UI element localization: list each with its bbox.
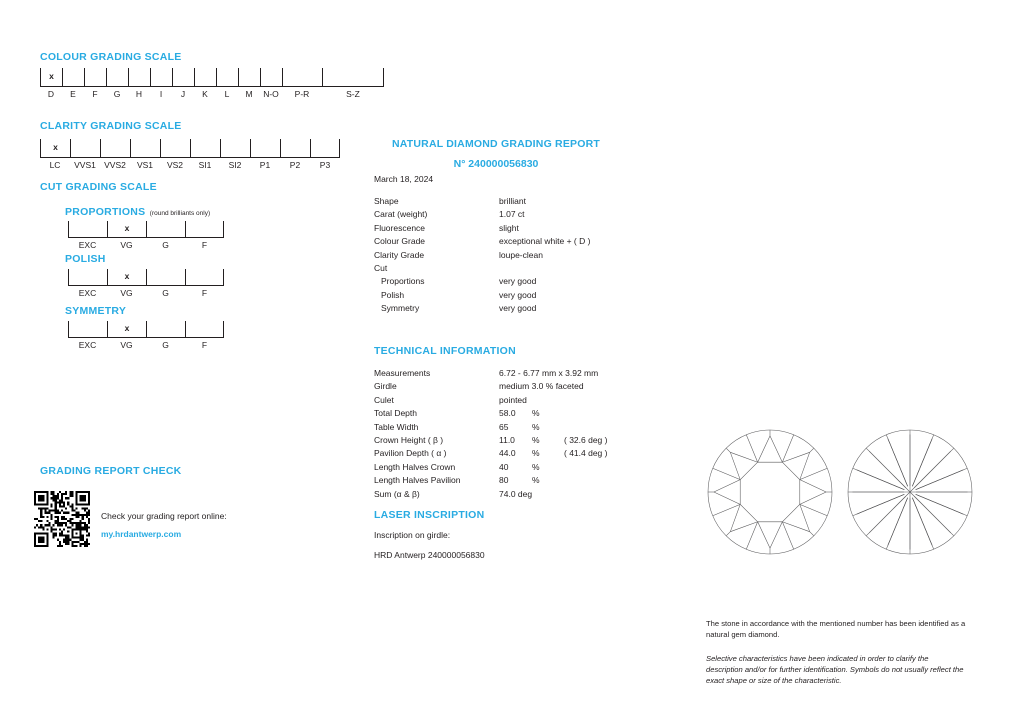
crown-girdle-stub bbox=[810, 448, 814, 452]
clarity-scale-cell-p1 bbox=[250, 139, 280, 157]
pavilion-girdle-stub bbox=[853, 514, 857, 516]
crown-girdle-stub bbox=[746, 544, 748, 549]
grading-report-check-note: Check your grading report online: bbox=[101, 511, 227, 521]
technical-row-unit: % bbox=[532, 475, 540, 486]
proportions-cell-g bbox=[146, 221, 185, 237]
technical-row-extra: ( 41.4 deg ) bbox=[564, 448, 608, 459]
footer-statement: The stone in accordance with the mentioned number has been identified as a natural gem diamond. bbox=[706, 619, 966, 639]
pavilion-girdle-stub bbox=[866, 448, 869, 451]
colour-scale-label-s-z: S-Z bbox=[346, 89, 360, 99]
symmetry-label-exc: EXC bbox=[78, 340, 97, 350]
report-title: NATURAL DIAMOND GRADING REPORT bbox=[391, 138, 601, 150]
report-row-key: Fluorescence bbox=[374, 222, 426, 233]
report-row bbox=[374, 262, 659, 275]
technical-row-key: Pavilion Depth ( α ) bbox=[374, 448, 447, 459]
technical-row-key: Length Halves Pavilion bbox=[374, 475, 461, 486]
pavilion-girdle-stub bbox=[932, 545, 934, 549]
technical-row-key: Table Width bbox=[374, 421, 419, 432]
colour-scale-cell-j bbox=[172, 68, 194, 86]
crown-girdle-stub bbox=[822, 513, 827, 515]
pavilion-view-diagram bbox=[848, 430, 972, 554]
crown-girdle-stub bbox=[726, 448, 730, 452]
technical-row-value: 44.0 bbox=[499, 448, 516, 459]
polish-cell-exc bbox=[68, 269, 107, 285]
report-row bbox=[374, 302, 659, 315]
clarity-scale-cell-si2 bbox=[220, 139, 250, 157]
proportions-heading-row bbox=[65, 202, 210, 220]
technical-row-unit: % bbox=[532, 435, 540, 446]
technical-row bbox=[374, 474, 659, 487]
grading-report-check-link[interactable]: my.hrdantwerp.com bbox=[101, 529, 182, 539]
proportions-label-f: F bbox=[201, 240, 208, 250]
proportions-label-g: G bbox=[162, 240, 169, 250]
technical-row bbox=[374, 421, 659, 434]
colour-scale-cell-i bbox=[150, 68, 172, 86]
crown-star-edge bbox=[800, 492, 826, 504]
clarity-scale-label-si2: SI2 bbox=[228, 160, 242, 170]
laser-inscription-value: HRD Antwerp 240000056830 bbox=[374, 550, 485, 560]
technical-row-key: Crown Height ( β ) bbox=[374, 435, 444, 446]
report-number: N° 240000056830 bbox=[453, 158, 539, 170]
proportions-heading: PROPORTIONS bbox=[65, 206, 146, 218]
crown-star-edge bbox=[714, 480, 740, 492]
colour-scale-label-n-o: N-O bbox=[263, 89, 279, 99]
clarity-grading-scale bbox=[40, 139, 340, 170]
symmetry-cell-vg bbox=[107, 321, 146, 337]
technical-row-value: 80 bbox=[499, 475, 509, 486]
polish-scale-labels bbox=[68, 288, 224, 298]
technical-information-heading: TECHNICAL INFORMATION bbox=[374, 345, 516, 357]
cut-grading-scale-heading: CUT GRADING SCALE bbox=[40, 181, 157, 193]
polish-selected-mark: x bbox=[124, 271, 130, 282]
diamond-diagrams bbox=[706, 424, 986, 560]
report-row-value: exceptional white + ( D ) bbox=[499, 236, 591, 247]
crown-view-diagram bbox=[708, 430, 832, 554]
clarity-scale-label-p3: P3 bbox=[319, 160, 331, 170]
pavilion-girdle-stub bbox=[853, 468, 857, 470]
crown-kite-edge bbox=[782, 440, 791, 462]
technical-row-value: 65 bbox=[499, 421, 509, 432]
symmetry-heading: SYMMETRY bbox=[65, 305, 127, 317]
crown-star-edge bbox=[800, 504, 810, 531]
pavilion-half-edge bbox=[916, 470, 964, 490]
pavilion-half-facet bbox=[869, 451, 905, 487]
report-row bbox=[374, 195, 659, 208]
polish-scale-cells bbox=[68, 269, 224, 286]
colour-scale-cell-p-r bbox=[282, 68, 322, 86]
clarity-scale-cell-vs1 bbox=[130, 139, 160, 157]
clarity-scale-label-vs2: VS2 bbox=[166, 160, 184, 170]
colour-grading-scale bbox=[40, 68, 384, 99]
technical-row bbox=[374, 434, 659, 447]
polish-cell-g bbox=[146, 269, 185, 285]
report-row-value: very good bbox=[499, 303, 537, 314]
technical-row-value: 74.0 deg bbox=[499, 488, 533, 499]
colour-scale-cell-h bbox=[128, 68, 150, 86]
crown-star-edge bbox=[730, 522, 757, 532]
technical-information-list bbox=[374, 367, 659, 501]
technical-row-key: Measurements bbox=[374, 368, 431, 378]
clarity-scale-cell-vvs1 bbox=[70, 139, 100, 157]
technical-row-value: medium 3.0 % faceted bbox=[499, 381, 584, 392]
crown-girdle-stub bbox=[822, 468, 827, 470]
colour-scale-cell-s-z bbox=[322, 68, 384, 86]
crown-table-edge bbox=[740, 504, 757, 521]
colour-scale-selected-mark: x bbox=[49, 71, 54, 82]
report-row-key: Shape bbox=[374, 196, 399, 206]
colour-scale-label-j: J bbox=[180, 89, 186, 99]
pavilion-girdle-stub bbox=[963, 468, 967, 470]
clarity-scale-label-p2: P2 bbox=[289, 160, 301, 170]
crown-star-edge bbox=[800, 480, 826, 492]
polish-cell-vg bbox=[107, 269, 146, 285]
pavilion-girdle-stub bbox=[886, 545, 888, 549]
clarity-scale-label-p1: P1 bbox=[259, 160, 271, 170]
pavilion-girdle-stub bbox=[951, 448, 954, 451]
report-row-value: 1.07 ct bbox=[499, 209, 525, 220]
report-row-value: slight bbox=[499, 222, 519, 233]
polish-scale bbox=[68, 269, 224, 298]
report-row-key: Carat (weight) bbox=[374, 209, 428, 220]
pavilion-girdle-stub bbox=[932, 435, 934, 439]
laser-inscription-heading: LASER INSCRIPTION bbox=[374, 509, 485, 521]
proportions-label-exc: EXC bbox=[78, 240, 97, 250]
clarity-scale-cell-si1 bbox=[190, 139, 220, 157]
crown-kite-edge bbox=[718, 504, 740, 513]
report-row-value: very good bbox=[499, 276, 537, 287]
technical-row-value: pointed bbox=[499, 394, 527, 405]
polish-cell-f bbox=[185, 269, 224, 285]
symmetry-scale bbox=[68, 321, 224, 350]
pavilion-half-facet bbox=[914, 496, 950, 532]
polish-label-vg: VG bbox=[120, 288, 133, 298]
footer-disclaimer: Selective characteristics have been indicated in order to clarify the description and/or for further identification. Symbols do not usually reflect the exact shape or size of the characteristic. bbox=[706, 654, 964, 685]
clarity-scale-cells bbox=[40, 139, 340, 158]
colour-scale-label-d: D bbox=[47, 89, 55, 99]
report-date: March 18, 2024 bbox=[374, 174, 434, 184]
report-row bbox=[374, 249, 659, 262]
colour-scale-label-m: M bbox=[245, 89, 253, 99]
clarity-scale-label-vs1: VS1 bbox=[136, 160, 154, 170]
colour-scale-cells bbox=[40, 68, 384, 87]
report-row-value bbox=[499, 262, 659, 275]
polish-label-exc: EXC bbox=[78, 288, 97, 298]
pavilion-girdle-stub bbox=[866, 533, 869, 536]
report-row-key: Cut bbox=[374, 263, 388, 274]
crown-star-edge bbox=[730, 452, 740, 479]
clarity-scale-cell-vs2 bbox=[160, 139, 190, 157]
crown-girdle-stub bbox=[726, 532, 730, 536]
proportions-label-vg: VG bbox=[120, 240, 133, 250]
report-attributes-list bbox=[374, 195, 659, 316]
pavilion-half-edge bbox=[912, 498, 932, 546]
crown-star-edge bbox=[770, 522, 782, 548]
technical-row-value: 6.72 - 6.77 mm x 3.92 mm bbox=[499, 368, 599, 378]
crown-kite-edge bbox=[782, 522, 791, 544]
pavilion-girdle-stub bbox=[951, 533, 954, 536]
pavilion-half-facet bbox=[914, 451, 950, 487]
crown-star-edge bbox=[782, 522, 809, 532]
clarity-scale-selected-mark: x bbox=[53, 142, 58, 153]
symmetry-selected-mark: x bbox=[124, 323, 130, 334]
technical-row-key: Girdle bbox=[374, 381, 397, 392]
technical-row bbox=[374, 447, 659, 460]
clarity-scale-label-lc: LC bbox=[49, 160, 61, 170]
polish-label-f: F bbox=[201, 288, 208, 298]
technical-row-key: Sum (α & β) bbox=[374, 488, 420, 499]
clarity-scale-labels bbox=[40, 160, 340, 170]
crown-kite-edge bbox=[749, 522, 758, 544]
crown-star-edge bbox=[730, 452, 757, 462]
crown-table-edge bbox=[782, 504, 799, 521]
report-row-key: Symmetry bbox=[381, 303, 420, 314]
technical-row-unit: % bbox=[532, 421, 540, 432]
clarity-scale-cell-lc bbox=[40, 139, 70, 157]
crown-star-edge bbox=[758, 436, 770, 462]
clarity-scale-label-si1: SI1 bbox=[198, 160, 212, 170]
technical-row-unit: % bbox=[532, 448, 540, 459]
colour-scale-cell-k bbox=[194, 68, 216, 86]
colour-scale-cell-f bbox=[84, 68, 106, 86]
clarity-scale-label-vvs2: VVS2 bbox=[104, 160, 126, 170]
report-row-key: Colour Grade bbox=[374, 236, 426, 247]
technical-row-key: Total Depth bbox=[374, 408, 417, 419]
report-row bbox=[374, 289, 659, 302]
technical-row bbox=[374, 407, 659, 420]
pavilion-half-edge bbox=[916, 494, 964, 514]
pavilion-half-edge bbox=[912, 439, 932, 487]
proportions-selected-mark: x bbox=[124, 223, 130, 234]
crown-kite-edge bbox=[800, 504, 822, 513]
technical-row-value: 11.0 bbox=[499, 435, 515, 446]
polish-heading: POLISH bbox=[65, 253, 106, 265]
colour-scale-label-l: L bbox=[224, 89, 230, 99]
report-row-key: Polish bbox=[381, 289, 405, 300]
symmetry-cell-g bbox=[146, 321, 185, 337]
report-row bbox=[374, 235, 659, 248]
technical-row-value: 40 bbox=[499, 461, 509, 472]
colour-scale-label-g: G bbox=[113, 89, 121, 99]
colour-scale-cell-e bbox=[62, 68, 84, 86]
crown-kite-edge bbox=[749, 440, 758, 462]
technical-row-unit: % bbox=[532, 408, 540, 419]
symmetry-scale-cells bbox=[68, 321, 224, 338]
clarity-scale-cell-p3 bbox=[310, 139, 340, 157]
colour-scale-label-f: F bbox=[92, 89, 98, 99]
symmetry-label-g: G bbox=[162, 340, 169, 350]
symmetry-scale-labels bbox=[68, 340, 224, 350]
technical-row-key: Culet bbox=[374, 394, 394, 405]
crown-star-edge bbox=[714, 492, 740, 504]
proportions-scale-labels bbox=[68, 240, 224, 250]
symmetry-cell-f bbox=[185, 321, 224, 337]
colour-scale-label-k: K bbox=[202, 89, 208, 99]
crown-table-edge bbox=[740, 462, 757, 479]
pavilion-half-edge bbox=[888, 439, 908, 487]
crown-star-edge bbox=[730, 504, 740, 531]
technical-row-unit: % bbox=[532, 461, 540, 472]
technical-row-key: Length Halves Crown bbox=[374, 461, 456, 472]
colour-scale-label-e: E bbox=[70, 89, 76, 99]
grading-report-check-heading: GRADING REPORT CHECK bbox=[40, 465, 182, 477]
technical-row bbox=[374, 367, 659, 380]
report-row-key: Clarity Grade bbox=[374, 249, 425, 260]
crown-kite-edge bbox=[800, 471, 822, 480]
clarity-scale-label-vvs1: VVS1 bbox=[74, 160, 96, 170]
report-row bbox=[374, 275, 659, 288]
colour-scale-label-h: H bbox=[135, 89, 143, 99]
colour-scale-cell-l bbox=[216, 68, 238, 86]
crown-girdle-stub bbox=[746, 435, 748, 440]
symmetry-label-f: F bbox=[201, 340, 208, 350]
colour-scale-labels bbox=[40, 89, 384, 99]
crown-table-edge bbox=[782, 462, 799, 479]
technical-row bbox=[374, 461, 659, 474]
crown-girdle-stub bbox=[791, 544, 793, 549]
crown-star-edge bbox=[782, 452, 809, 462]
crown-girdle-stub bbox=[810, 532, 814, 536]
colour-scale-label-i: I bbox=[159, 89, 163, 99]
report-row bbox=[374, 222, 659, 235]
crown-girdle-stub bbox=[791, 435, 793, 440]
technical-row bbox=[374, 488, 659, 501]
colour-scale-cell-m bbox=[238, 68, 260, 86]
technical-row bbox=[374, 380, 659, 393]
crown-star-edge bbox=[800, 452, 810, 479]
crown-girdle-stub bbox=[713, 468, 718, 470]
crown-star-edge bbox=[758, 522, 770, 548]
pavilion-girdle-stub bbox=[886, 435, 888, 439]
report-row-value: loupe-clean bbox=[499, 249, 543, 260]
proportions-scale-cells bbox=[68, 221, 224, 238]
technical-row bbox=[374, 394, 659, 407]
proportions-cell-exc bbox=[68, 221, 107, 237]
report-row-value: very good bbox=[499, 289, 537, 300]
colour-scale-cell-d bbox=[40, 68, 62, 86]
crown-kite-edge bbox=[718, 471, 740, 480]
crown-girdle-stub bbox=[713, 513, 718, 515]
colour-scale-cell-g bbox=[106, 68, 128, 86]
crown-star-edge bbox=[770, 436, 782, 462]
polish-label-g: G bbox=[162, 288, 169, 298]
colour-scale-cell-n-o bbox=[260, 68, 282, 86]
grading-report-qr-code[interactable] bbox=[34, 491, 90, 547]
pavilion-half-edge bbox=[857, 494, 905, 514]
report-row bbox=[374, 208, 659, 221]
clarity-scale-cell-vvs2 bbox=[100, 139, 130, 157]
pavilion-girdle-stub bbox=[963, 514, 967, 516]
technical-row-value: 58.0 bbox=[499, 408, 516, 419]
technical-row-extra: ( 32.6 deg ) bbox=[564, 435, 608, 446]
symmetry-cell-exc bbox=[68, 321, 107, 337]
proportions-cell-f bbox=[185, 221, 224, 237]
symmetry-label-vg: VG bbox=[120, 340, 133, 350]
laser-inscription-label: Inscription on girdle: bbox=[374, 530, 451, 540]
clarity-grading-scale-heading: CLARITY GRADING SCALE bbox=[40, 120, 182, 132]
clarity-scale-cell-p2 bbox=[280, 139, 310, 157]
report-row-value: brilliant bbox=[499, 196, 526, 206]
pavilion-half-edge bbox=[888, 498, 908, 546]
colour-scale-label-p-r: P-R bbox=[294, 89, 310, 99]
report-row-key: Proportions bbox=[381, 276, 425, 287]
colour-grading-scale-heading: COLOUR GRADING SCALE bbox=[40, 51, 182, 63]
pavilion-half-facet bbox=[869, 496, 905, 532]
proportions-scale bbox=[68, 221, 224, 250]
pavilion-half-edge bbox=[857, 470, 905, 490]
proportions-cell-vg bbox=[107, 221, 146, 237]
proportions-note: (round brilliants only) bbox=[149, 210, 211, 217]
